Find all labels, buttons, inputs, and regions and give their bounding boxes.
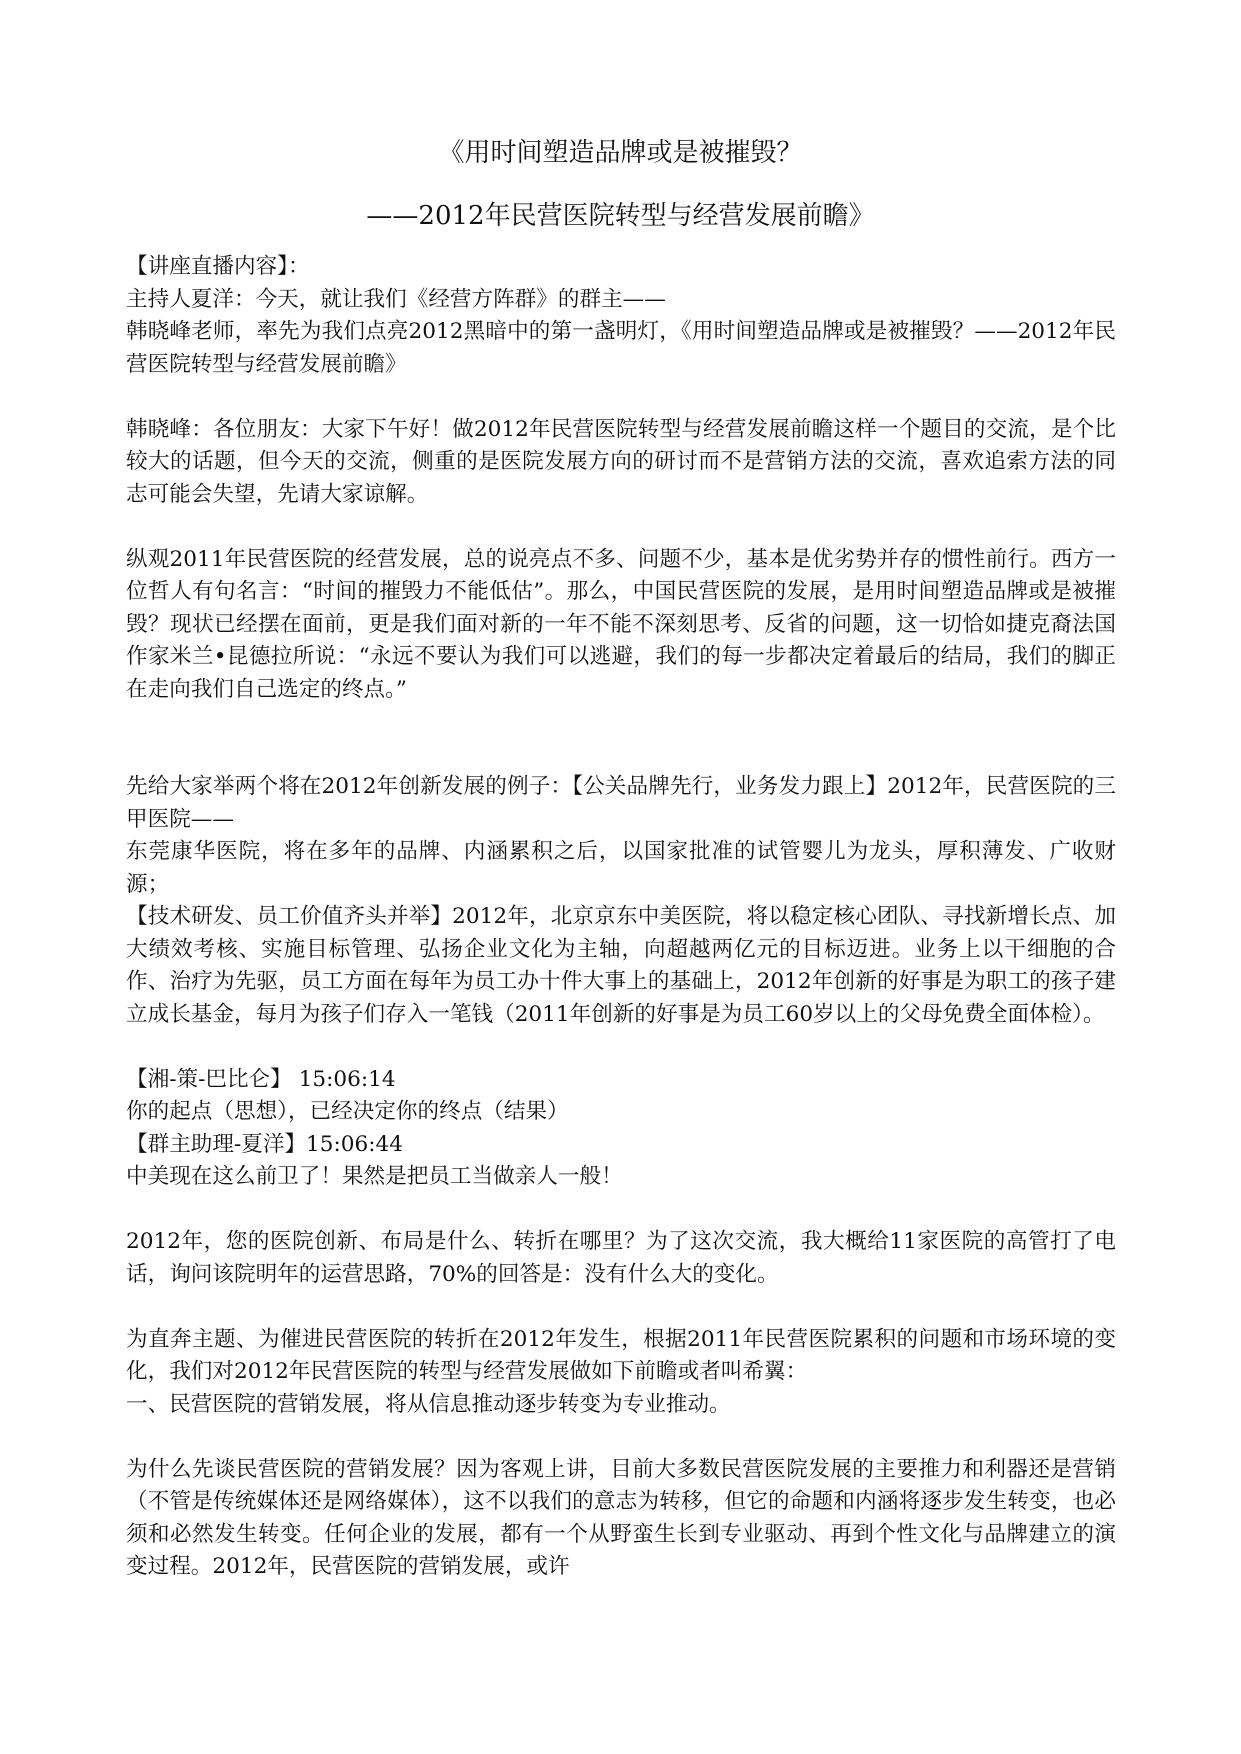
host-intro-paragraph: 韩晓峰老师，率先为我们点亮2012黑暗中的第一盏明灯，《用时间塑造品牌或是被摧毁？——2012年民营医院转型与经营发展前瞻》 [126, 319, 1116, 377]
paragraph-gap [126, 511, 1116, 544]
document-title-line-1: 《用时间塑造品牌或是被摧毁？ [438, 138, 803, 168]
marketing-paragraph: 为什么先谈民营医院的营销发展？因为客观上讲，目前大多数民营医院发展的主要推力和利器还是营销（不管是传统媒体还是网络媒体），这不以我们的意志为转移，但它的命题和内涵将逐步发生转变，也必须和必然发生转变。任何企业的发展，都有一个从野蛮生长到专业驱动、再到个性文化与品牌建立的演变过程。2012年，民营医院的营销发展，或许 [126, 1456, 1116, 1579]
chat-message-line: 你的起点（思想），已经决定你的终点（结果） [126, 1099, 569, 1124]
paragraph-gap [126, 1031, 1116, 1064]
chat-author-line: 【湘-策-巴比仑】 15:06:14 [126, 1066, 396, 1092]
outlook-intro-paragraph: 为直奔主题、为催进民营医院的转折在2012年发生，根据2011年民营医院累积的问题和市场环境的变化，我们对2012年民营医院的转型与经营发展做如下前瞻或者叫希翼： [126, 1326, 1116, 1384]
section-label: 【讲座直播内容】： [126, 254, 310, 279]
chat-author-line: 【群主助理-夏洋】15:06:44 [126, 1131, 404, 1157]
paragraph-gap [126, 1194, 1116, 1227]
paragraph-gap [126, 706, 1116, 739]
chat-message-line: 中美现在这么前卫了！果然是把员工当做亲人一般！ [126, 1164, 623, 1189]
paragraph-gap [126, 381, 1116, 414]
document-body [126, 251, 1116, 1584]
example-kanghua-paragraph: 东莞康华医院，将在多年的品牌、内涵累积之后，以国家批准的试管婴儿为龙头，厚积薄发、广收财源； [126, 839, 1116, 897]
example-zhongmei-paragraph: 【技术研发、员工价值齐头并举】2012年，北京京东中美医院，将以稳定核心团队、寻找新增长点、加大绩效考核、实施目标管理、弘扬企业文化为主轴，向超越两亿元的目标迈进。业务上以干细胞的合作、治疗为先驱，员工方面在每年为员工办十件大事上的基础上，2012年创新的好事是为职工的孩子建立成长基金，每月为孩子们存入一笔钱（2011年创新的好事是为员工60岁以上的父母免费全面体检）。 [126, 904, 1116, 1027]
overview-paragraph: 纵观2011年民营医院的经营发展，总的说亮点不多、问题不少，基本是优劣势并存的惯性前行。西方一位哲人有句名言：“时间的摧毁力不能低估”。那么，中国民营医院的发展，是用时间塑造品牌或是被摧毁？现状已经摆在面前，更是我们面对新的一年不能不深刻思考、反省的问题，这一切恰如捷克裔法国作家米兰•昆德拉所说：“永远不要认为我们可以逃避，我们的每一步都决定着最后的结局，我们的脚正在走向我们自己选定的终点。” [126, 546, 1116, 702]
survey-paragraph: 2012年，您的医院创新、布局是什么、转折在哪里？为了这次交流，我大概给11家医院的高管打了电话，询问该院明年的运营思路，70%的回答是：没有什么大的变化。 [126, 1229, 1116, 1287]
host-intro-line: 主持人夏洋：今天，就让我们《经营方阵群》的群主—— [126, 286, 666, 312]
paragraph-gap [126, 739, 1116, 772]
speaker-opening-paragraph: 韩晓峰：各位朋友：大家下午好！做2012年民营医院转型与经营发展前瞻这样一个题目的交流，是个比较大的话题，但今天的交流，侧重的是医院发展方向的研讨而不是营销方法的交流，喜欢追索方法的同志可能会失望，先请大家谅解。 [126, 416, 1116, 507]
section-heading-one: 一、民营医院的营销发展，将从信息推动逐步转变为专业推动。 [126, 1391, 731, 1417]
document-title-line-2: ——2012年民营医院转型与经营发展前瞻》 [366, 201, 875, 231]
paragraph-gap [126, 1421, 1116, 1454]
paragraph-gap [126, 1291, 1116, 1324]
examples-intro-paragraph: 先给大家举两个将在2012年创新发展的例子：【公关品牌先行，业务发力跟上】2012年，民营医院的三甲医院—— [126, 774, 1116, 832]
